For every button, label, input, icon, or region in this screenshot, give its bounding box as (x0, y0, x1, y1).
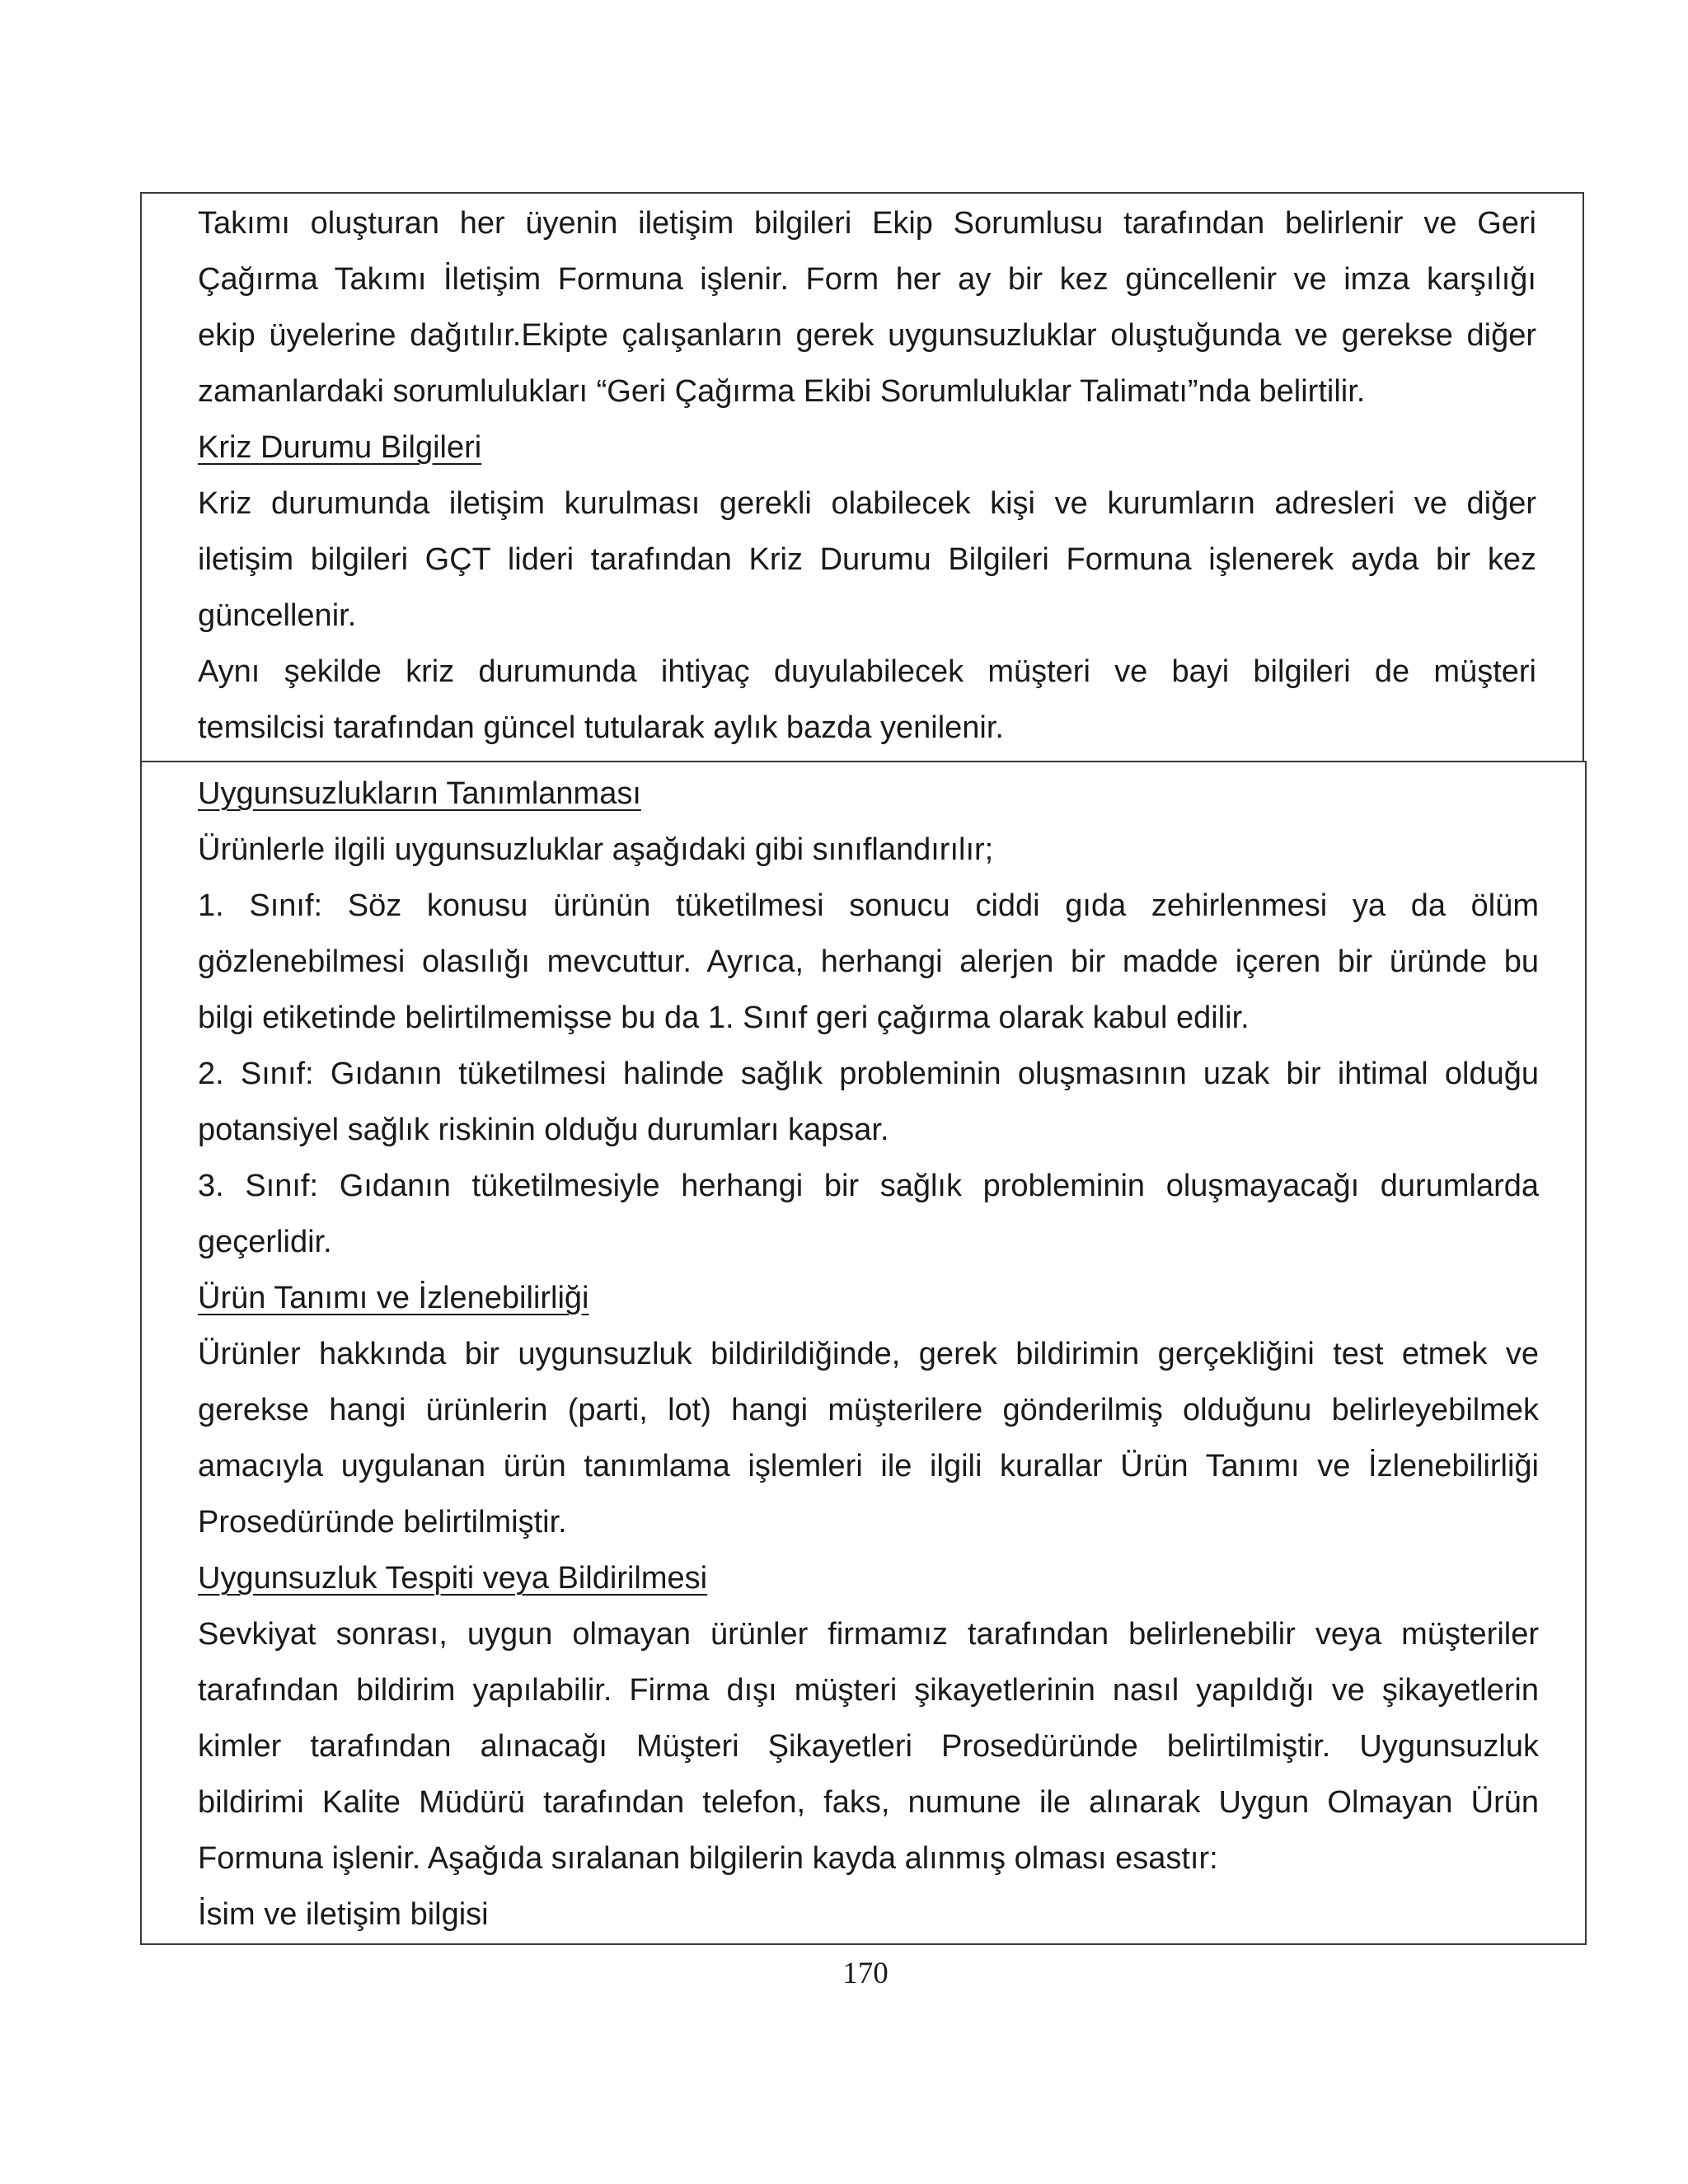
text-line: geçerlidir. (198, 1225, 332, 1259)
text-line: 1. Sınıf: Söz konusu ürünün tüketilmesi sonucu ciddi gıda zehirlenmesi ya da ölüm (198, 888, 1539, 923)
text-box-bottom (140, 761, 1587, 1945)
section-heading-kriz-durumu: Kriz Durumu Bilgileri (198, 430, 482, 465)
text-line: gerekse hangi ürünlerin (parti, lot) hangi müşterilere gönderilmiş olduğunu belirleyebilmek (198, 1393, 1539, 1427)
text-line: kimler tarafından alınacağı Müşteri Şikayetleri Prosedüründe belirtilmiştir. Uygunsuzluk (198, 1729, 1539, 1764)
text-line: güncellenir. (198, 598, 357, 633)
section-heading-uygunsuzluk-tanimlanmasi: Uygunsuzlukların Tanımlanması (198, 776, 641, 811)
text-line: 3. Sınıf: Gıdanın tüketilmesiyle herhangi bir sağlık probleminin oluşmayacağı durumlarda (198, 1169, 1539, 1203)
text-line: Prosedüründe belirtilmiştir. (198, 1505, 567, 1540)
text-line: İsim ve iletişim bilgisi (198, 1897, 489, 1932)
section-heading-urun-tanimi: Ürün Tanımı ve İzlenebilirliği (198, 1281, 589, 1315)
text-line: Aynı şekilde kriz durumunda ihtiyaç duyulabilecek müşteri ve bayi bilgileri de müşteri (198, 654, 1536, 689)
text-line: 2. Sınıf: Gıdanın tüketilmesi halinde sağlık probleminin oluşmasının uzak bir ihtimal olduğu (198, 1057, 1539, 1091)
text-box-top (140, 192, 1584, 762)
text-line: zamanlardaki sorumlulukları “Geri Çağırma Ekibi Sorumluluklar Talimatı”nda belirtilir. (198, 374, 1366, 409)
text-line: gözlenebilmesi olasılığı mevcuttur. Ayrıca, herhangi alerjen bir madde içeren bir üründe bu (198, 944, 1539, 979)
text-line: Formuna işlenir. Aşağıda sıralanan bilgilerin kayda alınmış olması esastır: (198, 1841, 1218, 1876)
text-line: tarafından bildirim yapılabilir. Firma dışı müşteri şikayetlerinin nasıl yapıldığı ve şikayetlerin (198, 1673, 1539, 1708)
text-line: ekip üyelerine dağıtılır.Ekipte çalışanların gerek uygunsuzluklar oluştuğunda ve gerekse diğer (198, 318, 1536, 353)
text-line: temsilcisi tarafından güncel tutularak aylık bazda yenilenir. (198, 710, 1004, 745)
text-line: Ürünler hakkında bir uygunsuzluk bildirildiğinde, gerek bildirimin gerçekliğini test etmek ve (198, 1337, 1539, 1371)
text-line: potansiyel sağlık riskinin olduğu durumları kapsar. (198, 1113, 889, 1147)
text-line: bildirimi Kalite Müdürü tarafından telefon, faks, numune ile alınarak Uygun Olmayan Ürün (198, 1785, 1539, 1820)
text-line: bilgi etiketinde belirtilmemişse bu da 1. Sınıf geri çağırma olarak kabul edilir. (198, 1001, 1250, 1035)
text-line: iletişim bilgileri GÇT lideri tarafından Kriz Durumu Bilgileri Formuna işlenerek ayda bir kez (198, 542, 1536, 577)
text-line: Ürünlerle ilgili uygunsuzluklar aşağıdaki gibi sınıflandırılır; (198, 832, 994, 867)
text-line: Takımı oluşturan her üyenin iletişim bilgileri Ekip Sorumlusu tarafından belirlenir ve Geri (198, 206, 1536, 241)
text-line: Sevkiyat sonrası, uygun olmayan ürünler firmamız tarafından belirlenebilir veya müşteriler (198, 1617, 1539, 1652)
text-line: amacıyla uygulanan ürün tanımlama işlemleri ile ilgili kurallar Ürün Tanımı ve İzlenebilirliği (198, 1449, 1539, 1483)
section-heading-uygunsuzluk-tespiti: Uygunsuzluk Tespiti veya Bildirilmesi (198, 1561, 708, 1596)
text-line: Çağırma Takımı İletişim Formuna işlenir. Form her ay bir kez güncellenir ve imza karşılığı (198, 262, 1536, 297)
text-line: Kriz durumunda iletişim kurulması gerekli olabilecek kişi ve kurumların adresleri ve diğer (198, 486, 1536, 521)
page-number: 170 (842, 1957, 889, 1990)
